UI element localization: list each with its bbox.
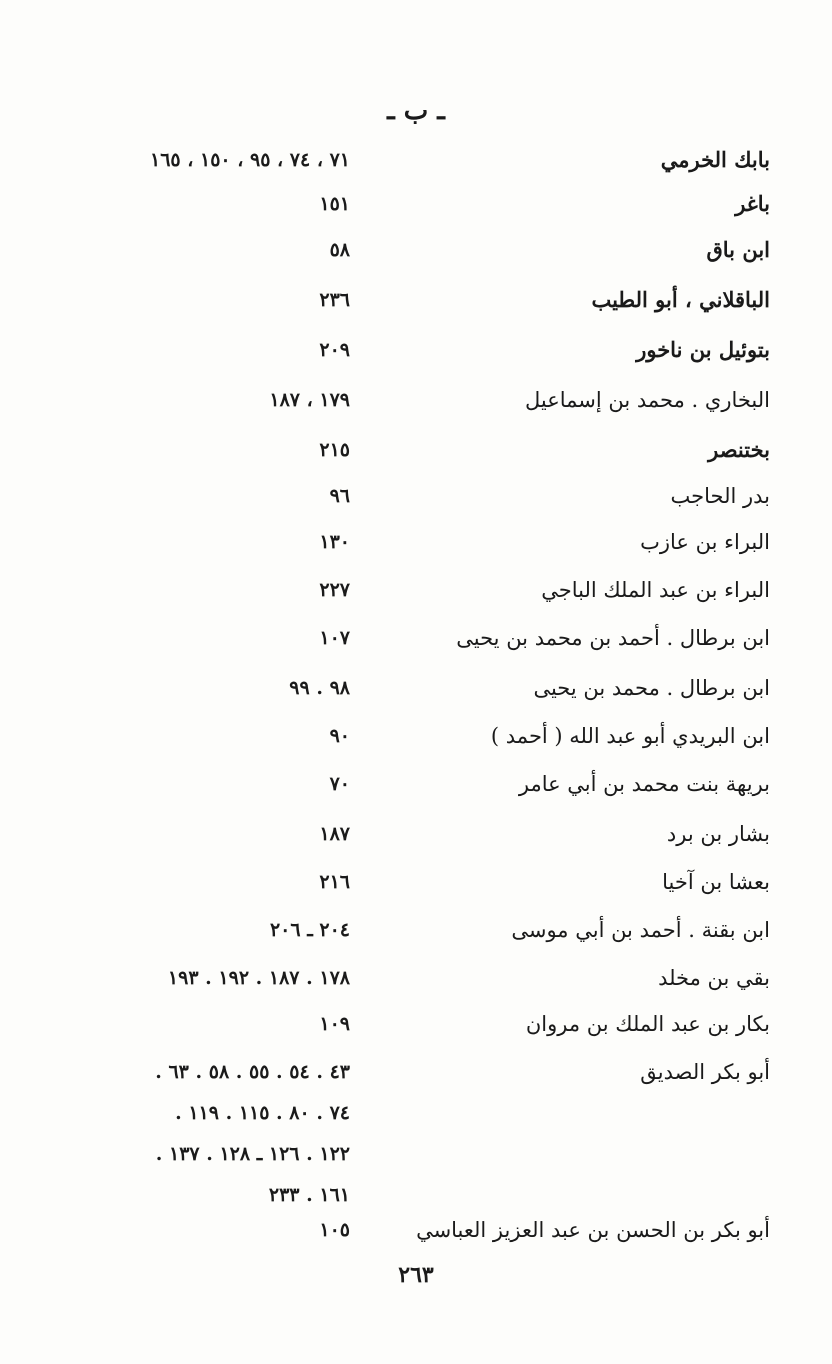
page-references: ١٨٧ <box>319 823 350 845</box>
page-references: ٢٠٤ ـ ٢٠٦ <box>269 919 350 941</box>
page-references: ١٠٥ <box>319 1219 350 1241</box>
entry-pages <box>60 380 350 421</box>
entry-name: بعشا بن آخيا <box>662 870 770 894</box>
index-entry <box>60 814 770 854</box>
entry-name: ابن برطال . أحمد بن محمد بن يحيى <box>456 626 770 650</box>
index-entry <box>60 764 770 804</box>
entry-name: ابن برطال . محمد بن يحيى <box>533 676 770 700</box>
index-entry <box>60 716 770 756</box>
entry-pages <box>60 430 350 471</box>
page-references: ٧١ ، ٧٤ ، ٩٥ ، ١٥٠ ، ١٦٥ <box>149 149 350 171</box>
entry-name: باغر <box>735 191 770 216</box>
entry-name: بقي بن مخلد <box>658 966 770 990</box>
page-references: ٧٤ . ٨٠ . ١١٥ . ١١٩ . <box>175 1102 350 1124</box>
entry-pages <box>60 764 350 805</box>
entry-name: بختنصر <box>708 437 770 462</box>
entry-name: البخاري . محمد بن إسماعيل <box>524 388 770 412</box>
entry-name: أبو بكر الصديق <box>640 1060 770 1084</box>
page-references: ٩٠ <box>329 725 350 747</box>
page-references: ٩٦ <box>329 485 350 507</box>
entry-name: بدر الحاجب <box>670 484 770 508</box>
index-entry <box>60 380 770 420</box>
section-heading: ـ ب ـ <box>387 96 445 126</box>
entry-name: بشار بن برد <box>666 822 770 846</box>
page-references: ١٥١ <box>319 193 350 215</box>
index-entry <box>60 140 770 180</box>
page-references: ٥٨ <box>329 239 350 261</box>
entry-pages <box>60 184 350 225</box>
entry-pages <box>60 330 350 371</box>
entry-pages <box>60 140 350 181</box>
entry-pages <box>60 476 350 517</box>
page-references: ١٣٠ <box>319 531 350 553</box>
index-entry <box>60 1004 770 1044</box>
page-references: ١٧٨ . ١٨٧ . ١٩٢ . ١٩٣ <box>167 967 350 989</box>
index-entry <box>60 668 770 708</box>
entry-name: الباقلاني ، أبو الطيب <box>591 287 770 312</box>
index-entry <box>60 430 770 470</box>
page-references: ٧٠ <box>329 773 350 795</box>
entry-name: بتوئيل بن ناخور <box>636 337 770 362</box>
index-entry <box>60 184 770 224</box>
entry-name: أبو بكر بن الحسن بن عبد العزيز العباسي <box>416 1218 770 1242</box>
entry-name: البراء بن عازب <box>640 530 770 554</box>
page-references: ١٢٢ . ١٢٦ ـ ١٢٨ . ١٣٧ . <box>155 1143 350 1165</box>
entry-pages <box>60 522 350 563</box>
entry-pages <box>60 1004 350 1045</box>
entry-pages <box>60 280 350 321</box>
index-entry <box>60 570 770 610</box>
entry-name: بكار بن عبد الملك بن مروان <box>525 1012 770 1036</box>
index-entry <box>60 618 770 658</box>
index-entry <box>60 862 770 902</box>
entry-pages <box>60 814 350 855</box>
index-entry <box>60 230 770 270</box>
entry-pages <box>60 1210 350 1251</box>
page-references: ٢٢٧ <box>319 579 350 601</box>
index-entry <box>60 1052 770 1206</box>
page-references: ٩٨ . ٩٩ <box>289 677 350 699</box>
index-entry <box>60 280 770 320</box>
page-references: ٢٠٩ <box>319 339 350 361</box>
index-entry <box>60 330 770 370</box>
entry-name: ابن باق <box>706 237 770 262</box>
index-entry <box>60 910 770 950</box>
entry-pages <box>60 570 350 611</box>
page-references: ١٦١ . ٢٣٣ <box>268 1184 350 1206</box>
entry-name: بريهة بنت محمد بن أبي عامر <box>518 772 770 796</box>
index-entry <box>60 958 770 998</box>
entry-pages <box>60 230 350 271</box>
page-references: ٢١٥ <box>319 439 350 461</box>
index-entry <box>60 476 770 516</box>
page-references: ١٠٩ <box>319 1013 350 1035</box>
entry-pages <box>60 716 350 757</box>
entry-name: البراء بن عبد الملك الباجي <box>541 578 770 602</box>
entry-pages <box>60 910 350 951</box>
page-references: ٢٣٦ <box>319 289 350 311</box>
page-references: ١٧٩ ، ١٨٧ <box>269 389 350 411</box>
entry-pages <box>60 668 350 709</box>
entry-pages <box>60 862 350 903</box>
page-references: ٤٣ . ٥٤ . ٥٥ . ٥٨ . ٦٣ . <box>155 1061 350 1083</box>
entry-name: ابن بقنة . أحمد بن أبي موسى <box>511 918 770 942</box>
entry-name: بابك الخرمي <box>660 147 770 172</box>
index-entry <box>60 1210 770 1250</box>
entry-pages <box>60 958 350 999</box>
entry-name: ابن البريدي أبو عبد الله ( أحمد ) <box>490 724 770 748</box>
entry-pages <box>60 618 350 659</box>
page-references: ١٠٧ <box>319 627 350 649</box>
entry-pages <box>60 1052 350 1216</box>
page-number: ٢٦٣ <box>398 1262 434 1288</box>
page-references: ٢١٦ <box>319 871 350 893</box>
index-entry <box>60 522 770 562</box>
